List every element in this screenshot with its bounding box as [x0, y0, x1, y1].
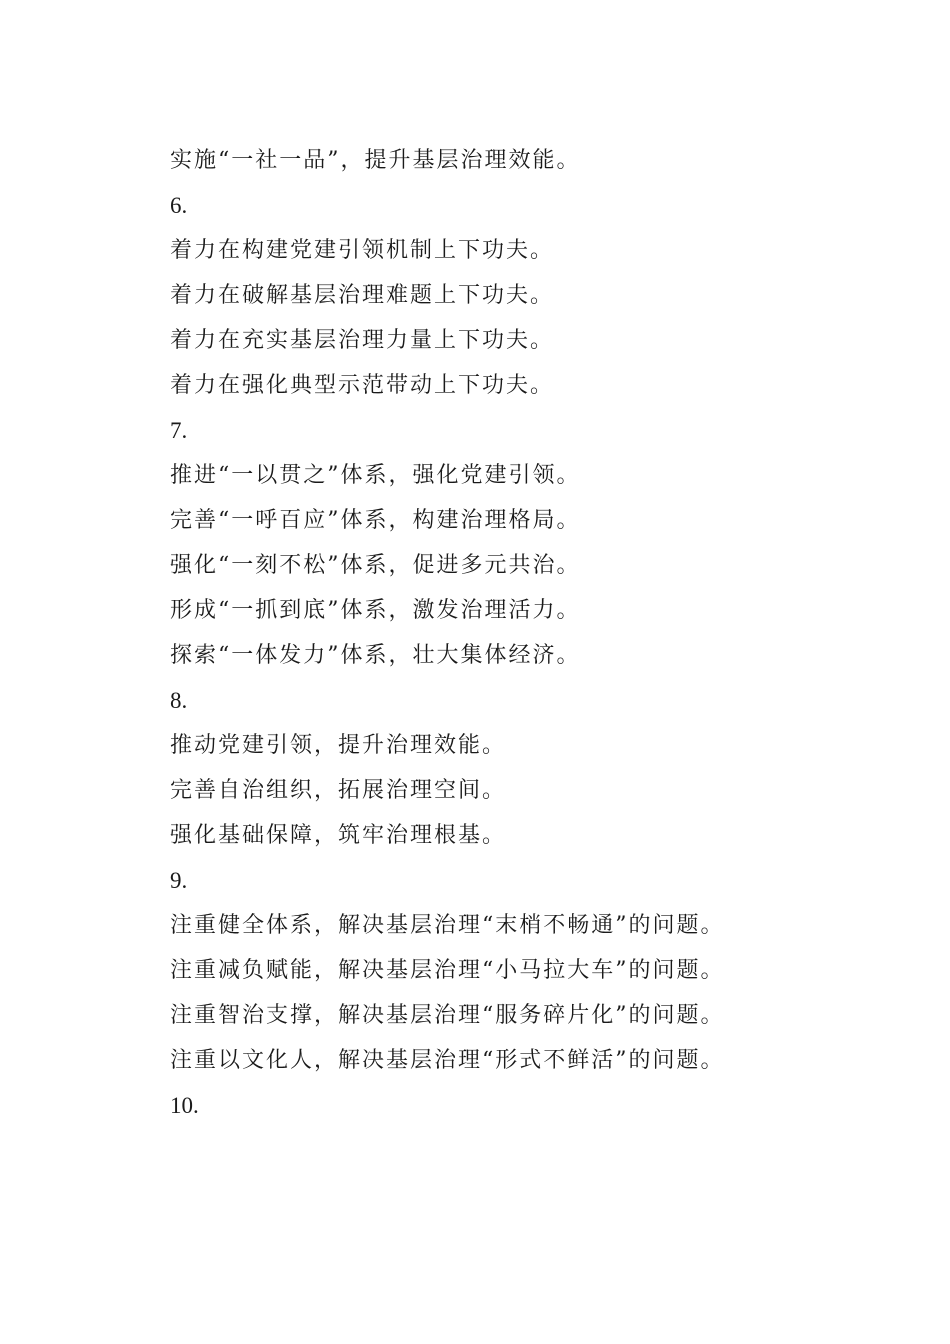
paragraph-line: 注重健全体系，解决基层治理“末梢不畅通”的问题。 [170, 913, 725, 938]
paragraph-line: 推动党建引领，提升治理效能。 [170, 733, 507, 758]
paragraph-line: 形成“一抓到底”体系，激发治理活力。 [170, 598, 581, 623]
paragraph-line: 实施“一社一品”，提升基层治理效能。 [170, 148, 581, 173]
paragraph-line: 完善“一呼百应”体系，构建治理格局。 [170, 508, 581, 533]
section-number: 9. [170, 868, 188, 893]
section-number: 10. [170, 1093, 199, 1118]
paragraph-line: 着力在充实基层治理力量上下功夫。 [170, 328, 555, 353]
paragraph-line: 注重减负赋能，解决基层治理“小马拉大车”的问题。 [170, 958, 725, 983]
section-number: 7. [170, 418, 188, 443]
paragraph-line: 探索“一体发力”体系，壮大集体经济。 [170, 643, 581, 668]
paragraph-line: 强化“一刻不松”体系，促进多元共治。 [170, 553, 581, 578]
paragraph-line: 着力在破解基层治理难题上下功夫。 [170, 283, 555, 308]
paragraph-line: 完善自治组织，拓展治理空间。 [170, 778, 507, 803]
paragraph-line: 强化基础保障，筑牢治理根基。 [170, 823, 507, 848]
document-body [170, 138, 890, 1128]
paragraph-line: 推进“一以贯之”体系，强化党建引领。 [170, 463, 581, 488]
section-number: 6. [170, 193, 188, 218]
paragraph-line: 注重智治支撑，解决基层治理“服务碎片化”的问题。 [170, 1003, 725, 1028]
paragraph-line: 着力在构建党建引领机制上下功夫。 [170, 238, 555, 263]
section-number: 8. [170, 688, 188, 713]
paragraph-line: 注重以文化人，解决基层治理“形式不鲜活”的问题。 [170, 1048, 725, 1073]
paragraph-line: 着力在强化典型示范带动上下功夫。 [170, 373, 555, 398]
